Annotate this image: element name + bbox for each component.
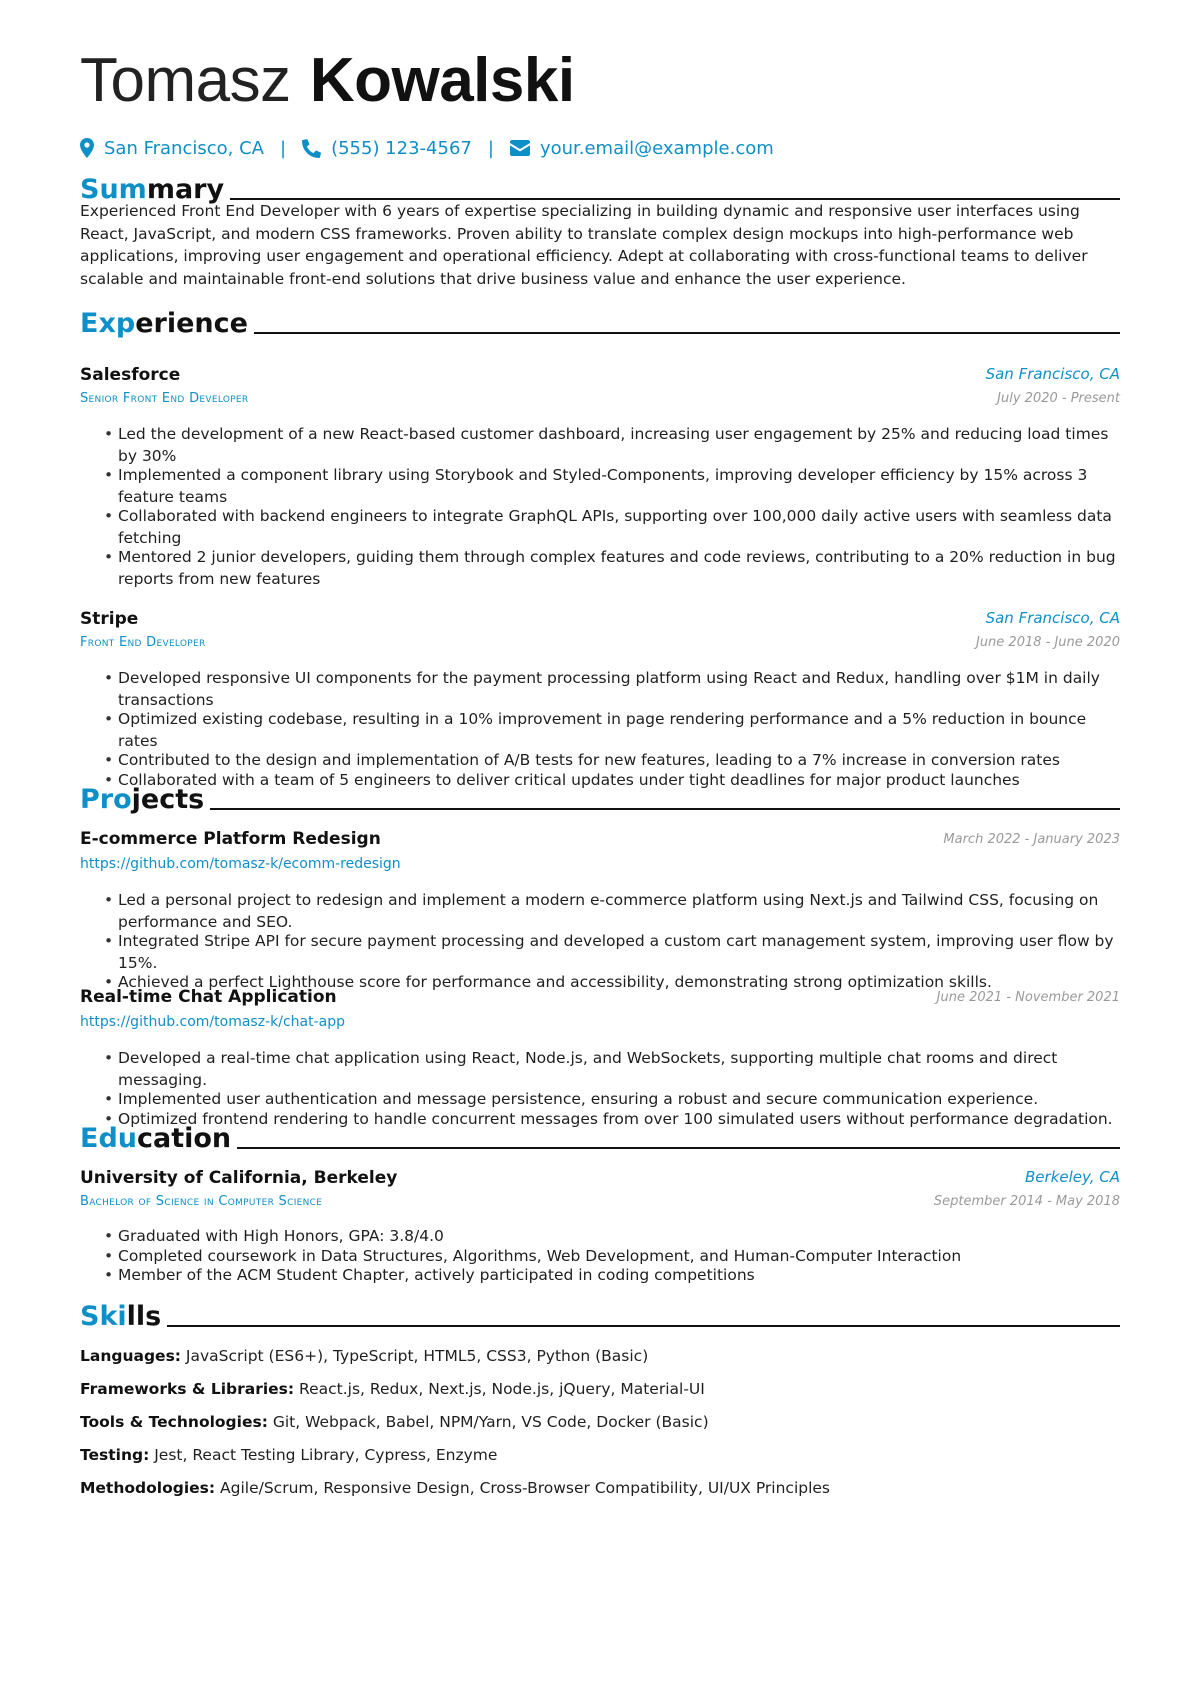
section-heading: Skills (80, 1301, 162, 1332)
list-item: • Achieved a perfect Lighthouse score for performance and accessibility, demonstrating strong optimization skills. (104, 972, 1120, 994)
section-education (80, 1119, 1120, 1159)
section-rule (254, 332, 1120, 334)
job-location: San Francisco, CA (985, 609, 1120, 627)
project-bullets (104, 890, 1120, 992)
candidate-name (80, 42, 575, 119)
job-dates: June 2018 - June 2020 (975, 635, 1120, 650)
phone-icon (302, 139, 321, 158)
last-name: Kowalski (309, 46, 575, 115)
skill-row-testing: Testing: Jest, React Testing Library, Cypress, Enzyme (80, 1446, 498, 1464)
skill-row-tools: Tools & Technologies: Git, Webpack, Babel, NPM/Yarn, VS Code, Docker (Basic) (80, 1413, 709, 1431)
envelope-icon (510, 140, 530, 156)
job-location: San Francisco, CA (985, 365, 1120, 383)
project-dates: June 2021 - November 2021 (936, 990, 1120, 1005)
contact-separator: | (487, 137, 494, 159)
list-item: • Graduated with High Honors, GPA: 3.8/4.0 (104, 1226, 1120, 1248)
list-item: • Member of the ACM Student Chapter, actively participated in coding competitions (104, 1265, 1120, 1287)
first-name: Tomasz (80, 46, 291, 115)
school-name: University of California, Berkeley (80, 1168, 398, 1188)
job-title: Senior Front End Developer (80, 391, 249, 406)
section-heading: Projects (80, 784, 205, 815)
section-skills (80, 1297, 1120, 1337)
project-link[interactable]: https://github.com/tomasz-k/chat-app (80, 1014, 345, 1030)
degree: Bachelor of Science in Computer Science (80, 1194, 323, 1209)
section-rule (237, 1147, 1120, 1149)
contact-email[interactable] (510, 138, 774, 159)
list-item: • Implemented user authentication and message persistence, ensuring a robust and secure communication experience. (104, 1089, 1120, 1111)
list-item: • Contributed to the design and implementation of A/B tests for new features, leading to a 7% increase in conversion rates (104, 750, 1120, 772)
section-experience (80, 304, 1120, 344)
contact-phone (302, 138, 472, 159)
project-bullets (104, 1048, 1120, 1128)
skill-row-languages: Languages: JavaScript (ES6+), TypeScript, HTML5, CSS3, Python (Basic) (80, 1347, 649, 1365)
list-item: • Collaborated with a team of 5 engineers to deliver critical updates under tight deadlines for major product launches (104, 770, 1120, 792)
section-heading: Summary (80, 174, 225, 205)
email-link[interactable]: your.email@example.com (539, 137, 774, 159)
project-link[interactable]: https://github.com/tomasz-k/ecomm-redesign (80, 856, 401, 872)
job-dates: July 2020 - Present (997, 391, 1120, 406)
map-pin-icon (80, 138, 94, 158)
list-item: • Developed a real-time chat application using React, Node.js, and WebSockets, supporting multiple chat rooms and direct messaging. (104, 1048, 1120, 1091)
education-dates: September 2014 - May 2018 (933, 1194, 1120, 1209)
list-item: • Collaborated with backend engineers to integrate GraphQL APIs, supporting over 100,000 daily active users with seamless data fetching (104, 506, 1120, 549)
job-bullets (104, 668, 1120, 789)
list-item: • Optimized existing codebase, resulting in a 10% improvement in page rendering performance and a 5% reduction in bounce rates (104, 709, 1120, 752)
list-item: • Implemented a component library using Storybook and Styled-Components, improving developer efficiency by 15% across 3 feature teams (104, 465, 1120, 508)
list-item: • Mentored 2 junior developers, guiding them through complex features and code reviews, contributing to a 20% reduction in bug reports from new features (104, 547, 1120, 590)
contact-line (80, 134, 774, 162)
job-title: Front End Developer (80, 635, 206, 650)
project-name: E-commerce Platform Redesign (80, 829, 381, 849)
list-item: • Optimized frontend rendering to handle concurrent messages from over 100 simulated users without performance degradation. (104, 1109, 1120, 1131)
school-location: Berkeley, CA (1025, 1168, 1120, 1186)
phone-text: (555) 123-4567 (331, 137, 472, 159)
list-item: • Led the development of a new React-based customer dashboard, increasing user engagement by 25% and reducing load times by 30% (104, 424, 1120, 467)
section-heading: Experience (80, 308, 248, 339)
job-company: Salesforce (80, 365, 181, 385)
education-bullets (104, 1226, 1120, 1285)
section-rule (210, 808, 1120, 810)
contact-location (80, 138, 264, 159)
job-bullets (104, 424, 1120, 588)
summary-text: Experienced Front End Developer with 6 years of expertise specializing in building dynamic and responsive user interfaces using React, JavaScript, and modern CSS frameworks. Proven ability to translate complex design mockups into high-performance web applications, improving user engagement and operational efficiency. Adept at collaborating with cross-functional teams to deliver scalable and maintainable front-end solutions that drive business value and enhance the user experience. (80, 202, 1088, 288)
section-heading: Education (80, 1123, 232, 1154)
skill-row-methodologies: Methodologies: Agile/Scrum, Responsive Design, Cross-Browser Compatibility, UI/UX Principles (80, 1479, 831, 1497)
list-item: • Developed responsive UI components for the payment processing platform using React and Redux, handling over $1M in daily transactions (104, 668, 1120, 711)
section-projects (80, 780, 1120, 820)
list-item: • Completed coursework in Data Structures, Algorithms, Web Development, and Human-Computer Interaction (104, 1246, 1120, 1268)
job-company: Stripe (80, 609, 139, 629)
resume-page (80, 0, 1120, 1683)
list-item: • Led a personal project to redesign and implement a modern e-commerce platform using Next.js and Tailwind CSS, focusing on performance and SEO. (104, 890, 1120, 933)
project-dates: March 2022 - January 2023 (943, 832, 1120, 847)
section-rule (167, 1325, 1120, 1327)
skill-row-frameworks: Frameworks & Libraries: React.js, Redux, Next.js, Node.js, jQuery, Material-UI (80, 1380, 705, 1398)
contact-separator: | (279, 137, 287, 159)
list-item: • Integrated Stripe API for secure payment processing and developed a custom cart management system, improving user flow by 15%. (104, 931, 1120, 974)
project-name: Real-time Chat Application (80, 987, 337, 1007)
location-text: San Francisco, CA (104, 137, 264, 159)
